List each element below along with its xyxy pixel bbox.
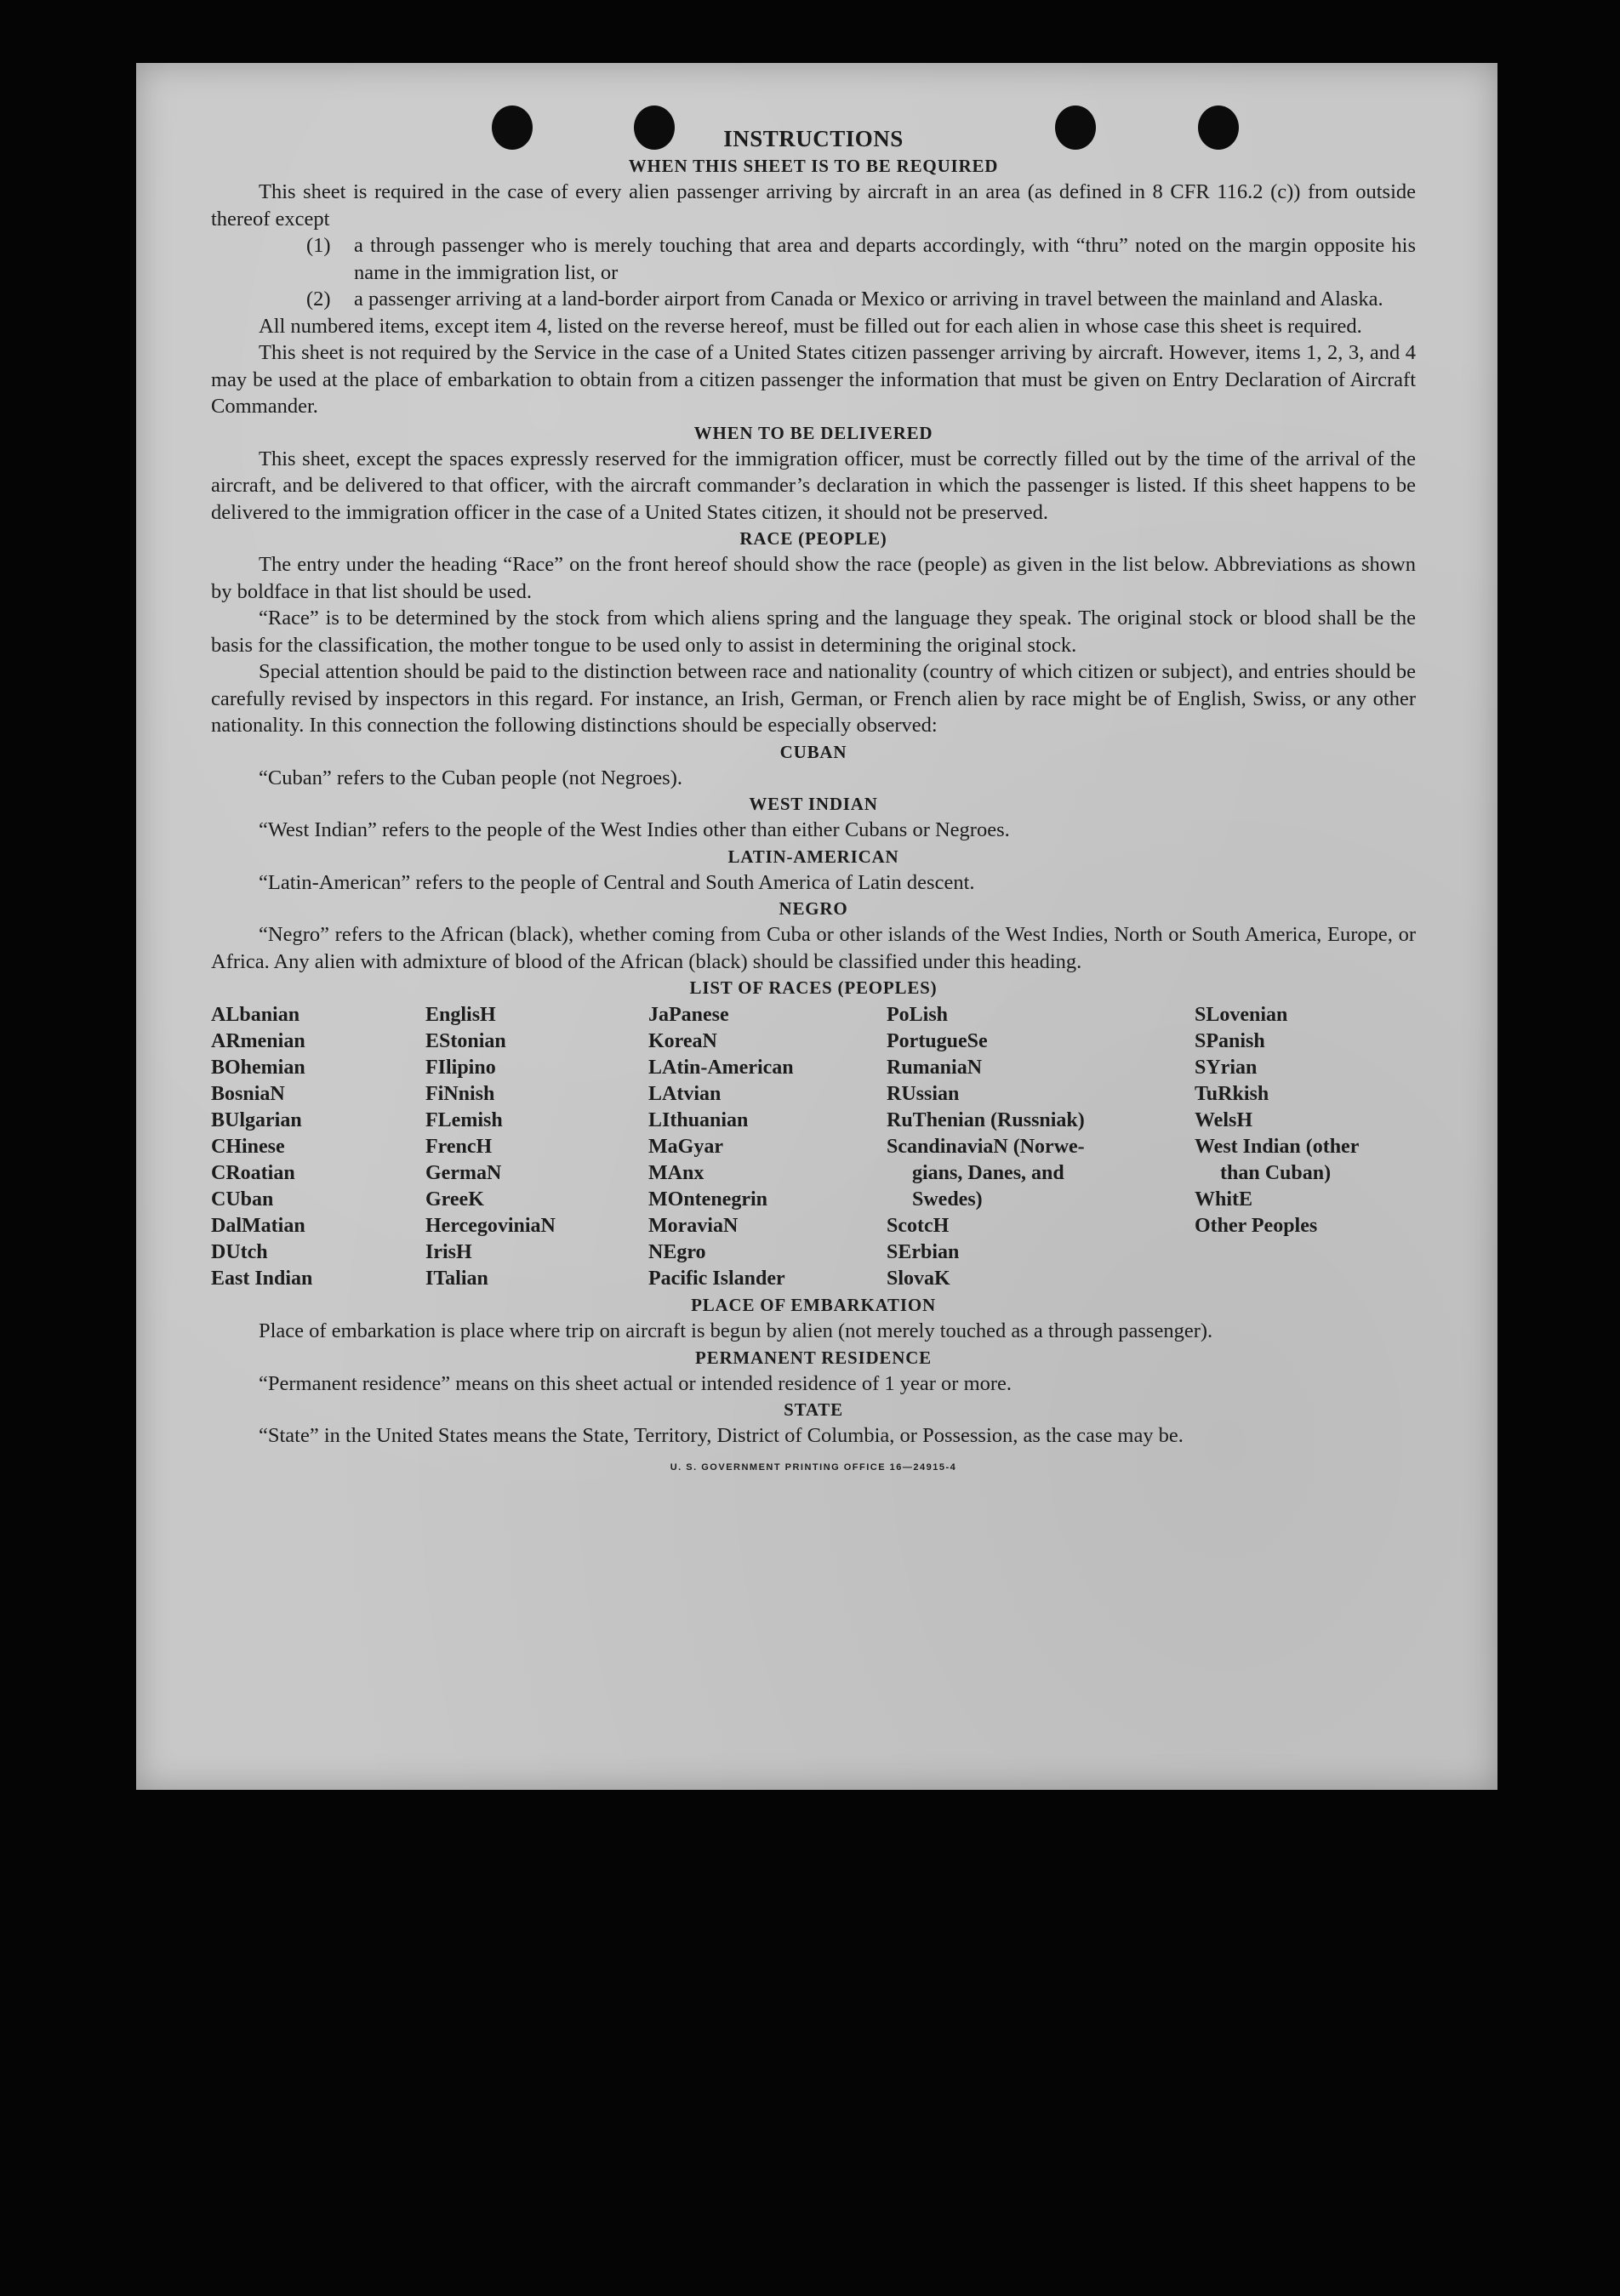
race-entry: ITalian xyxy=(425,1268,488,1290)
race-entry: ScandinaviaN (Norwe- xyxy=(887,1136,1085,1158)
race-entry: IrisH xyxy=(425,1241,472,1263)
paragraph: This sheet is not required by the Service in the case of a United States citizen passenger arriving by aircraft. However, items 1, 2, 3, and 4 may be used at the place of embarkation to obtain from a citizen passenger the information that must be given on Entry Declaration of Aircraft Commander. xyxy=(211,341,1416,418)
item-number: (1) xyxy=(306,234,331,257)
race-entry: MOntenegrin xyxy=(648,1188,767,1211)
race-entry: WhitE xyxy=(1195,1188,1253,1211)
race-entry: SErbian xyxy=(887,1241,960,1263)
race-entry: SlovaK xyxy=(887,1268,950,1290)
race-entry: NEgro xyxy=(648,1241,706,1263)
race-entry: RUssian xyxy=(887,1083,960,1105)
race-entry: FrencH xyxy=(425,1136,493,1158)
item-text: a passenger arriving at a land-border airport from Canada or Mexico or arriving in travel between the mainland and Alaska. xyxy=(354,288,1383,311)
race-entry: MoraviaN xyxy=(648,1215,739,1237)
race-entry: LAtvian xyxy=(648,1083,722,1105)
paragraph: The entry under the heading “Race” on the front hereof should show the race (people) as given in the list below. Abbreviations as shown by boldface in that list should be used. xyxy=(211,553,1416,603)
race-column xyxy=(648,1002,887,1292)
race-entry: LAtin-American xyxy=(648,1057,794,1079)
section-heading: WHEN TO BE DELIVERED xyxy=(693,422,933,443)
race-entry: FiNnish xyxy=(425,1083,495,1105)
race-entry: RumaniaN xyxy=(887,1057,983,1079)
section-heading: LATIN-AMERICAN xyxy=(727,846,899,867)
race-column xyxy=(887,1002,1195,1292)
paragraph: This sheet is required in the case of every alien passenger arriving by aircraft in an area (as defined in 8 CFR 116.2 (c)) from outside thereof except xyxy=(211,180,1416,231)
race-entry: PoLish xyxy=(887,1004,949,1026)
race-entry: Other Peoples xyxy=(1195,1215,1318,1237)
section-heading: PERMANENT RESIDENCE xyxy=(695,1347,932,1368)
race-entry: FLemish xyxy=(425,1109,503,1131)
race-entry: SPanish xyxy=(1195,1030,1265,1052)
race-entry: PortugueSe xyxy=(887,1030,988,1052)
section-heading: CUBAN xyxy=(779,741,847,762)
race-entry: ScotcH xyxy=(887,1215,950,1237)
race-entry: SLovenian xyxy=(1195,1004,1288,1026)
paragraph: “West Indian” refers to the people of the West Indies other than either Cubans or Negroes. xyxy=(259,818,1010,841)
race-entry: BosniaN xyxy=(211,1083,285,1105)
race-entry: EnglisH xyxy=(425,1004,496,1026)
race-entry: EStonian xyxy=(425,1030,506,1052)
race-entry: ARmenian xyxy=(211,1030,305,1052)
race-entry: HercegoviniaN xyxy=(425,1215,556,1237)
race-list xyxy=(211,1002,1416,1292)
list-item xyxy=(211,232,1416,286)
race-entry: FIlipino xyxy=(425,1057,496,1079)
section-heading: WHEN THIS SHEET IS TO BE REQUIRED xyxy=(628,156,999,176)
paragraph: “State” in the United States means the State, Territory, District of Columbia, or Possession, as the case may be. xyxy=(259,1424,1184,1447)
race-entry: JaPanese xyxy=(648,1004,729,1026)
race-entry: BOhemian xyxy=(211,1057,305,1079)
race-entry: than Cuban) xyxy=(1220,1162,1332,1184)
race-entry: CHinese xyxy=(211,1136,285,1158)
list-item xyxy=(211,286,1416,313)
race-entry: KoreaN xyxy=(648,1030,717,1052)
race-entry: gians, Danes, and xyxy=(912,1162,1064,1184)
page-title: INSTRUCTIONS xyxy=(723,126,904,151)
printer-imprint: U. S. GOVERNMENT PRINTING OFFICE 16—24915-4 xyxy=(670,1461,957,1473)
race-column xyxy=(425,1002,648,1292)
document-sheet xyxy=(136,63,1497,1790)
race-entry: ALbanian xyxy=(211,1004,300,1026)
race-entry: DUtch xyxy=(211,1241,268,1263)
section-heading: LIST OF RACES (PEOPLES) xyxy=(689,977,938,998)
race-entry: LIthuanian xyxy=(648,1109,749,1131)
section-heading: WEST INDIAN xyxy=(749,794,878,814)
race-entry: RuThenian (Russniak) xyxy=(887,1109,1085,1131)
race-entry: Pacific Islander xyxy=(648,1268,785,1290)
race-entry: DalMatian xyxy=(211,1215,305,1237)
race-entry: WelsH xyxy=(1195,1109,1253,1131)
paragraph: “Cuban” refers to the Cuban people (not Negroes). xyxy=(259,766,682,789)
race-column xyxy=(211,1002,425,1292)
paragraph: All numbered items, except item 4, listed on the reverse hereof, must be filled out for each alien in whose case this sheet is required. xyxy=(259,314,1362,338)
race-entry: GreeK xyxy=(425,1188,484,1211)
race-entry: SYrian xyxy=(1195,1057,1258,1079)
paragraph: Place of embarkation is place where trip on aircraft is begun by alien (not merely touched as a through passenger). xyxy=(259,1319,1213,1342)
race-entry: MaGyar xyxy=(648,1136,723,1158)
section-heading: STATE xyxy=(784,1399,843,1420)
paragraph: “Latin-American” refers to the people of Central and South America of Latin descent. xyxy=(259,870,975,894)
race-entry: GermaN xyxy=(425,1162,502,1184)
paragraph: Special attention should be paid to the distinction between race and nationality (country of which citizen or subject), and entries should be carefully revised by inspectors in this regard. For instance, an Irish, German, or French alien by race might be of English, Swiss, or any other nationality. In this connection the following distinctions should be especially observed: xyxy=(211,660,1416,737)
section-heading: RACE (PEOPLE) xyxy=(739,528,887,549)
race-entry: CRoatian xyxy=(211,1162,295,1184)
race-entry: West Indian (other xyxy=(1195,1136,1360,1158)
paragraph: This sheet, except the spaces expressly reserved for the immigration officer, must be correctly filled out by the time of the arrival of the aircraft, and be delivered to that officer, with the aircraft commander’s declaration in which the passenger is listed. If this sheet happens to be delivered to the immigration officer in the case of a United States citizen, it should not be preserved. xyxy=(211,447,1416,524)
item-number: (2) xyxy=(306,288,331,311)
item-text: a through passenger who is merely touching that area and departs accordingly, with “thru” noted on the margin opposite his name in the immigration list, or xyxy=(354,234,1416,284)
race-entry: TuRkish xyxy=(1195,1083,1269,1105)
race-entry: East Indian xyxy=(211,1268,313,1290)
section-heading: NEGRO xyxy=(779,898,848,919)
race-entry: Swedes) xyxy=(912,1188,983,1211)
paragraph: “Negro” refers to the African (black), whether coming from Cuba or other islands of the West Indies, North or South America, Europe, or Africa. Any alien with admixture of blood of the African (black) should be classified under this heading. xyxy=(211,923,1416,973)
race-entry: MAnx xyxy=(648,1162,704,1184)
race-entry: CUban xyxy=(211,1188,274,1211)
instructions-content xyxy=(211,124,1416,1481)
paragraph: “Permanent residence” means on this sheet actual or intended residence of 1 year or more. xyxy=(259,1371,1012,1395)
section-heading: PLACE OF EMBARKATION xyxy=(691,1295,936,1315)
paragraph: “Race” is to be determined by the stock from which aliens spring and the language they speak. The original stock or blood shall be the basis for the classification, the mother tongue to be used only to assist in determining the original stock. xyxy=(211,607,1416,657)
race-column xyxy=(1195,1002,1416,1292)
race-entry: BUlgarian xyxy=(211,1109,302,1131)
